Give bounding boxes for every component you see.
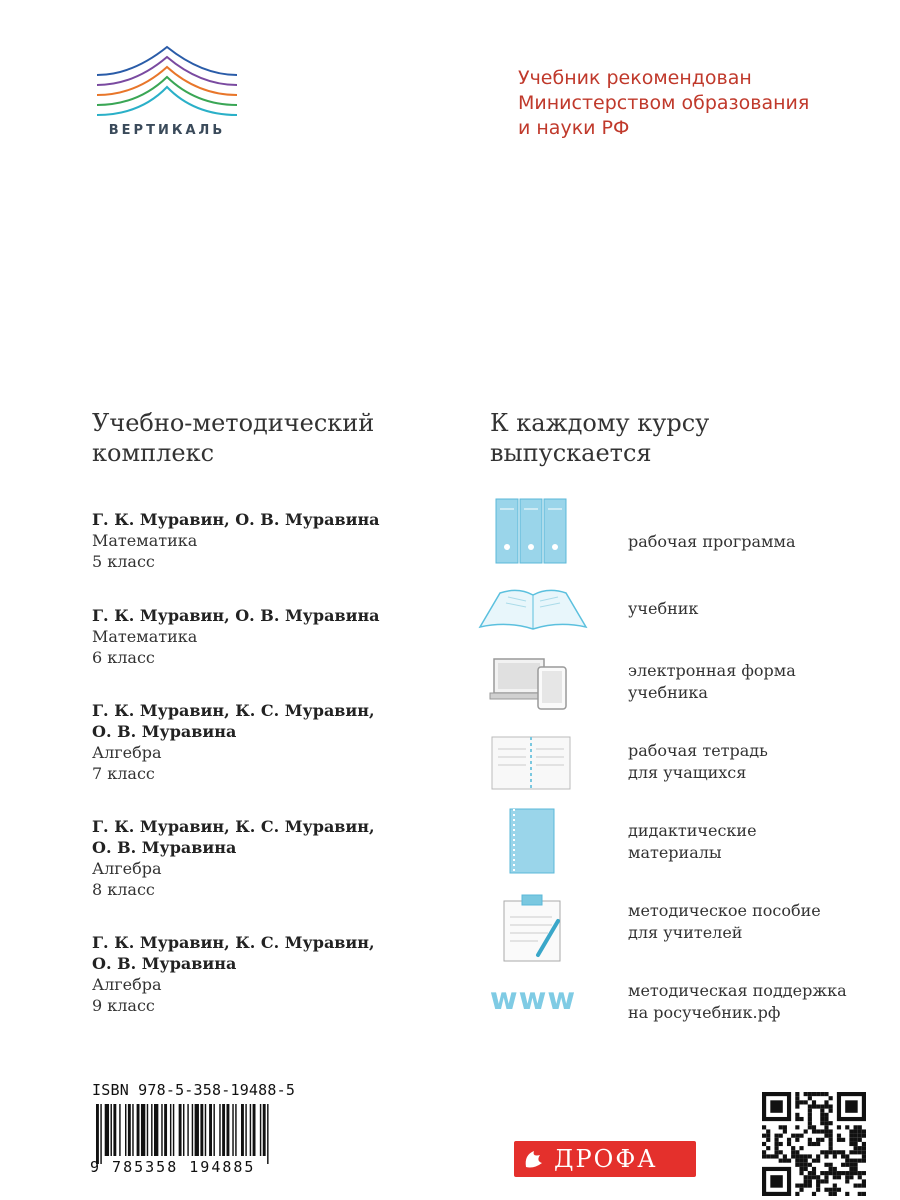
book-authors: О. В. Муравина	[92, 838, 237, 857]
www-text: www	[489, 982, 577, 1017]
publisher-logo	[514, 1141, 696, 1177]
publisher-name: ДРОФА	[554, 1145, 658, 1173]
book-grade: 6 класс	[92, 648, 155, 667]
book-entry	[92, 700, 432, 784]
recommendation-line: Учебник рекомендован	[518, 67, 752, 89]
item-label-line: методическая поддержка	[628, 981, 847, 1000]
recommendation-line: и науки РФ	[518, 117, 630, 139]
book-grade: 8 класс	[92, 880, 155, 899]
clipboard-pen-icon	[478, 893, 588, 963]
kit-heading-line: Учебно-методический	[92, 409, 375, 437]
isbn-text: ISBN 978-5-358-19488-5	[92, 1081, 296, 1099]
book-grade: 5 класс	[92, 552, 155, 571]
publisher-mark-icon	[522, 1147, 544, 1171]
book-entry	[92, 509, 432, 572]
item-label-line: методическое пособие	[628, 901, 821, 920]
book-subject: Математика	[92, 627, 198, 646]
book-subject: Математика	[92, 531, 198, 550]
item-label-line: учебник	[628, 599, 699, 618]
recommendation-line: Министерством образования	[518, 92, 810, 114]
course-heading	[490, 408, 830, 468]
kit-heading-line: комплекс	[92, 439, 215, 467]
book-entry	[92, 816, 432, 900]
item-label-line: рабочая тетрадь	[628, 741, 768, 760]
book-subject: Алгебра	[92, 975, 162, 994]
book-entry	[92, 605, 432, 668]
book-subject: Алгебра	[92, 859, 162, 878]
item-label-line: на росучебник.рф	[628, 1003, 781, 1022]
item-label-line: материалы	[628, 843, 722, 862]
item-label-line: учебника	[628, 683, 708, 702]
book-authors: Г. К. Муравин, К. С. Муравин,	[92, 817, 375, 836]
brand-logo	[92, 45, 242, 145]
book-authors: О. В. Муравина	[92, 722, 237, 741]
book-grade: 7 класс	[92, 764, 155, 783]
item-label-line: для учителей	[628, 923, 743, 942]
item-label	[628, 598, 878, 620]
workbook-icon	[478, 733, 588, 803]
item-label	[628, 900, 878, 944]
kit-heading	[92, 408, 422, 468]
item-label	[628, 740, 878, 784]
book-grade: 9 класс	[92, 996, 155, 1015]
item-label	[628, 820, 878, 864]
item-label	[628, 980, 878, 1024]
open-book-icon	[478, 583, 588, 653]
book-authors: Г. К. Муравин, О. В. Муравина	[92, 510, 380, 529]
course-heading-line: выпускается	[490, 439, 652, 467]
devices-icon	[478, 655, 588, 725]
book-authors: Г. К. Муравин, О. В. Муравина	[92, 606, 380, 625]
notebook-icon	[478, 807, 588, 877]
item-label-line: дидактические	[628, 821, 757, 840]
course-heading-line: К каждому курсу	[490, 409, 710, 437]
rainbow-roof-icon	[92, 45, 242, 125]
book-authors: Г. К. Муравин, К. С. Муравин,	[92, 933, 375, 952]
brand-name: ВЕРТИКАЛЬ	[108, 123, 226, 138]
barcode-icon	[92, 1104, 327, 1166]
item-label-line: электронная форма	[628, 661, 796, 680]
binders-icon	[478, 497, 588, 567]
barcode-digits: 9 785358 194885	[90, 1158, 256, 1176]
recommendation-note	[518, 66, 878, 141]
item-label	[628, 660, 878, 704]
www-icon	[478, 980, 588, 1020]
qr-code-icon	[762, 1092, 866, 1196]
item-label	[628, 531, 878, 553]
book-subject: Алгебра	[92, 743, 162, 762]
book-entry	[92, 932, 432, 1016]
book-authors: О. В. Муравина	[92, 954, 237, 973]
book-authors: Г. К. Муравин, К. С. Муравин,	[92, 701, 375, 720]
item-label-line: рабочая программа	[628, 532, 796, 551]
item-label-line: для учащихся	[628, 763, 747, 782]
